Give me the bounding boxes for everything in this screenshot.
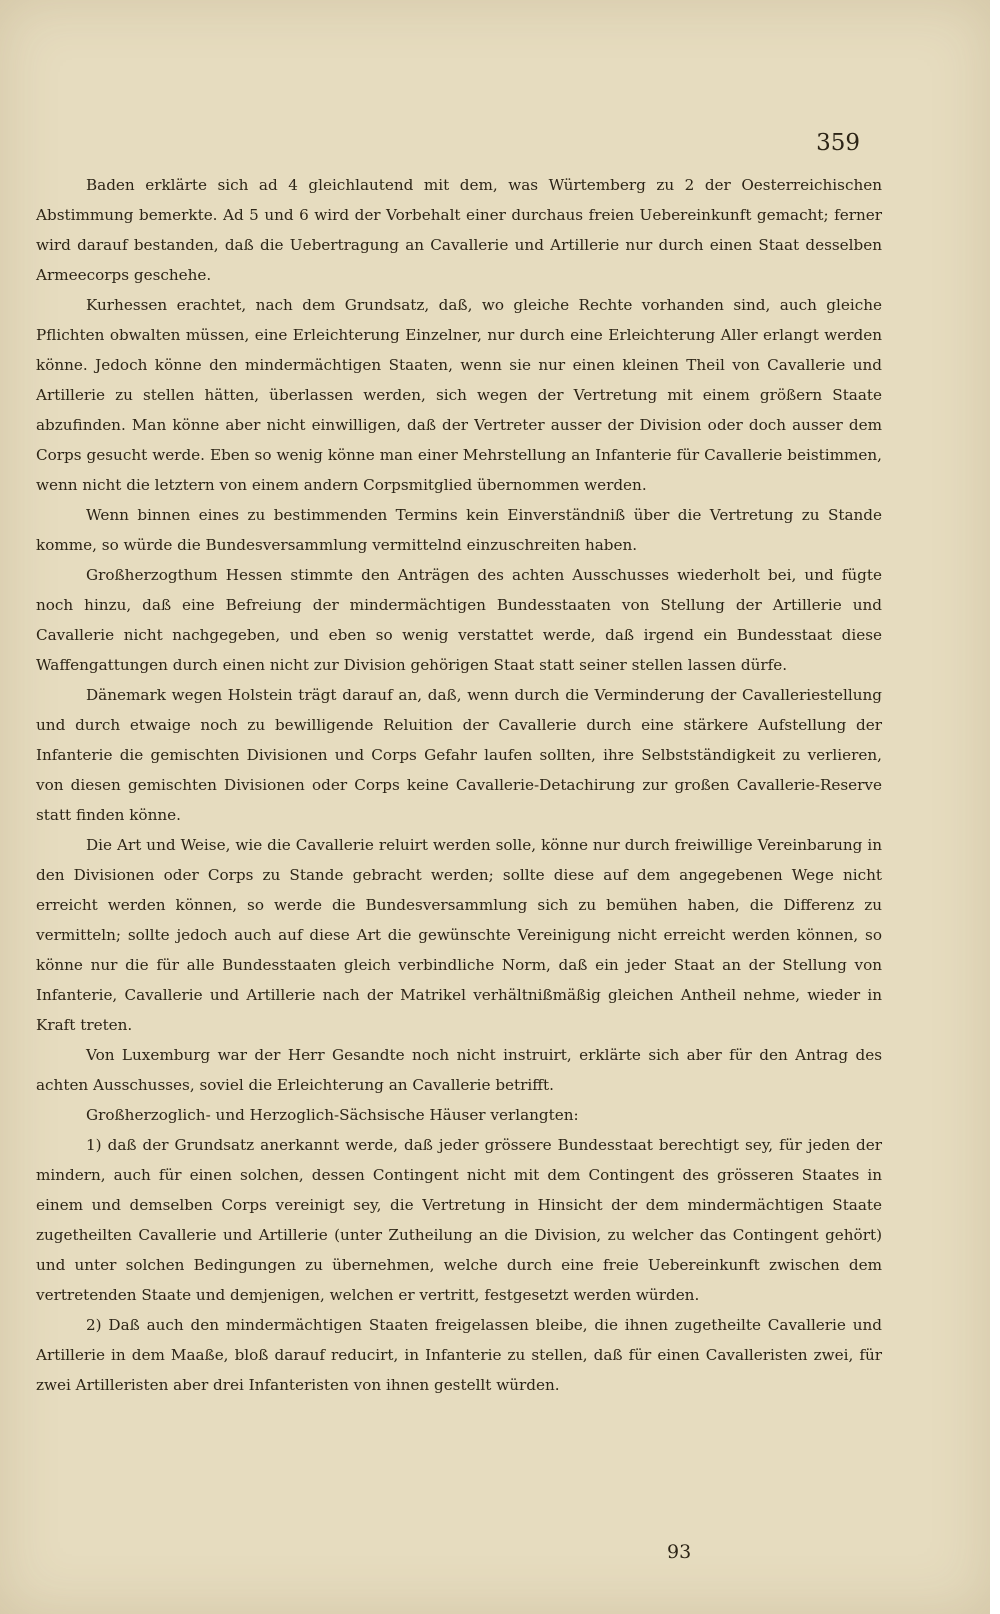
paragraph-reluition: Die Art und Weise, wie die Cavallerie reluirt werden solle, könne nur durch freiwillige Vereinbarung in den Divisionen oder Corps zu Stande gebracht werden; sollte diese auf dem angegebenen Wege nicht erreicht werden können, so werde die Bundesversammlung sich zu bemühen haben, die Differenz zu vermitteln; sollte jedoch auch auf diese Art die gewünschte Vereinigung nicht erreicht werden können, so könne nur die für alle Bundesstaaten gleich verbindliche Norm, daß ein jeder Staat an der Stellung von Infanterie, Cavallerie und Artillerie nach der Matrikel verhältnißmäßig gleichen Antheil nehme, wieder in Kraft treten.	[36, 836, 882, 1034]
paragraph-daenemark: Dänemark wegen Holstein trägt darauf an, daß, wenn durch die Verminderung der Cavalleriestellung und durch etwaige noch zu bewilligende Reluition der Cavallerie durch eine stärkere Aufstellung der Infanterie die gemischten Divisionen und Corps Gefahr laufen sollten, ihre Selbstständigkeit zu verlieren, von diesen gemischten Divisionen oder Corps keine Cavallerie-Detachirung zur großen Cavallerie-Reserve statt finden könne.	[36, 686, 882, 824]
paragraph-grossherzogthum-hessen: Großherzogthum Hessen stimmte den Anträgen des achten Ausschusses wiederholt bei, und fügte noch hinzu, daß eine Befreiung der mindermächtigen Bundesstaaten von Stellung der Artillerie und Cavallerie nicht nachgegeben, und eben so wenig verstattet werde, daß irgend ein Bundesstaat diese Waffengattungen durch einen nicht zur Division gehörigen Staat statt seiner stellen lassen dürfe.	[36, 566, 882, 674]
page-edge	[990, 0, 1000, 1614]
paragraph-luxemburg: Von Luxemburg war der Herr Gesandte noch nicht instruirt, erklärte sich aber für den Antrag des achten Ausschusses, soviel die Erleichterung an Cavallerie betrifft.	[36, 1046, 882, 1094]
paragraph-point-1: 1) daß der Grundsatz anerkannt werde, daß jeder grössere Bundesstaat berechtigt sey, für jeden der mindern, auch für einen solchen, dessen Contingent nicht mit dem Contingent des grösseren Staates in einem und demselben Corps vereinigt sey, die Vertretung in Hinsicht der dem mindermächtigen Staate zugetheilten Cavallerie und Artillerie (unter Zutheilung an die Division, zu welcher das Contingent gehört) und unter solchen Bedingungen zu übernehmen, welche durch eine freie Uebereinkunft zwischen dem vertretenden Staate und demjenigen, welchen er vertritt, festgesetzt werden würden.	[36, 1136, 882, 1304]
paragraph-kurhessen: Kurhessen erachtet, nach dem Grundsatz, daß, wo gleiche Rechte vorhanden sind, auch gleiche Pflichten obwalten müssen, eine Erleichterung Einzelner, nur durch eine Erleichterung Aller erlangt werden könne. Jedoch könne den mindermächtigen Staaten, wenn sie nur einen kleinen Theil von Cavallerie und Artillerie zu stellen hätten, überlassen werden, sich wegen der Vertretung mit einem größern Staate abzufinden. Man könne aber nicht einwilligen, daß der Vertreter ausser der Division oder doch ausser dem Corps gesucht werde. Eben so wenig könne man einer Mehrstellung an Infanterie für Cavallerie beistimmen, wenn nicht die letztern von einem andern Corpsmitglied übernommen werden.	[36, 296, 882, 494]
text-body	[36, 170, 882, 1400]
paragraph-saechsische-haeuser: Großherzoglich- und Herzoglich-Sächsische Häuser verlangten:	[86, 1106, 579, 1124]
paragraph-termin: Wenn binnen eines zu bestimmenden Termins kein Einverständniß über die Vertretung zu Stande komme, so würde die Bundesversammlung vermittelnd einzuschreiten haben.	[36, 506, 882, 554]
printer-signature: 93	[667, 1541, 692, 1563]
paragraph-baden: Baden erklärte sich ad 4 gleichlautend mit dem, was Würtemberg zu 2 der Oesterreichischen Abstimmung bemerkte. Ad 5 und 6 wird der Vorbehalt einer durchaus freien Uebereinkunft gemacht; ferner wird darauf bestanden, daß die Uebertragung an Cavallerie und Artillerie nur durch einen Staat desselben Armeecorps geschehe.	[36, 176, 882, 284]
page-number: 359	[816, 130, 860, 156]
paragraph-point-2: 2) Daß auch den mindermächtigen Staaten freigelassen bleibe, die ihnen zugetheilte Cavallerie und Artillerie in dem Maaße, bloß darauf reducirt, in Infanterie zu stellen, daß für einen Cavalleristen zwei, für zwei Artilleristen aber drei Infanteristen von ihnen gestellt würden.	[36, 1316, 882, 1394]
